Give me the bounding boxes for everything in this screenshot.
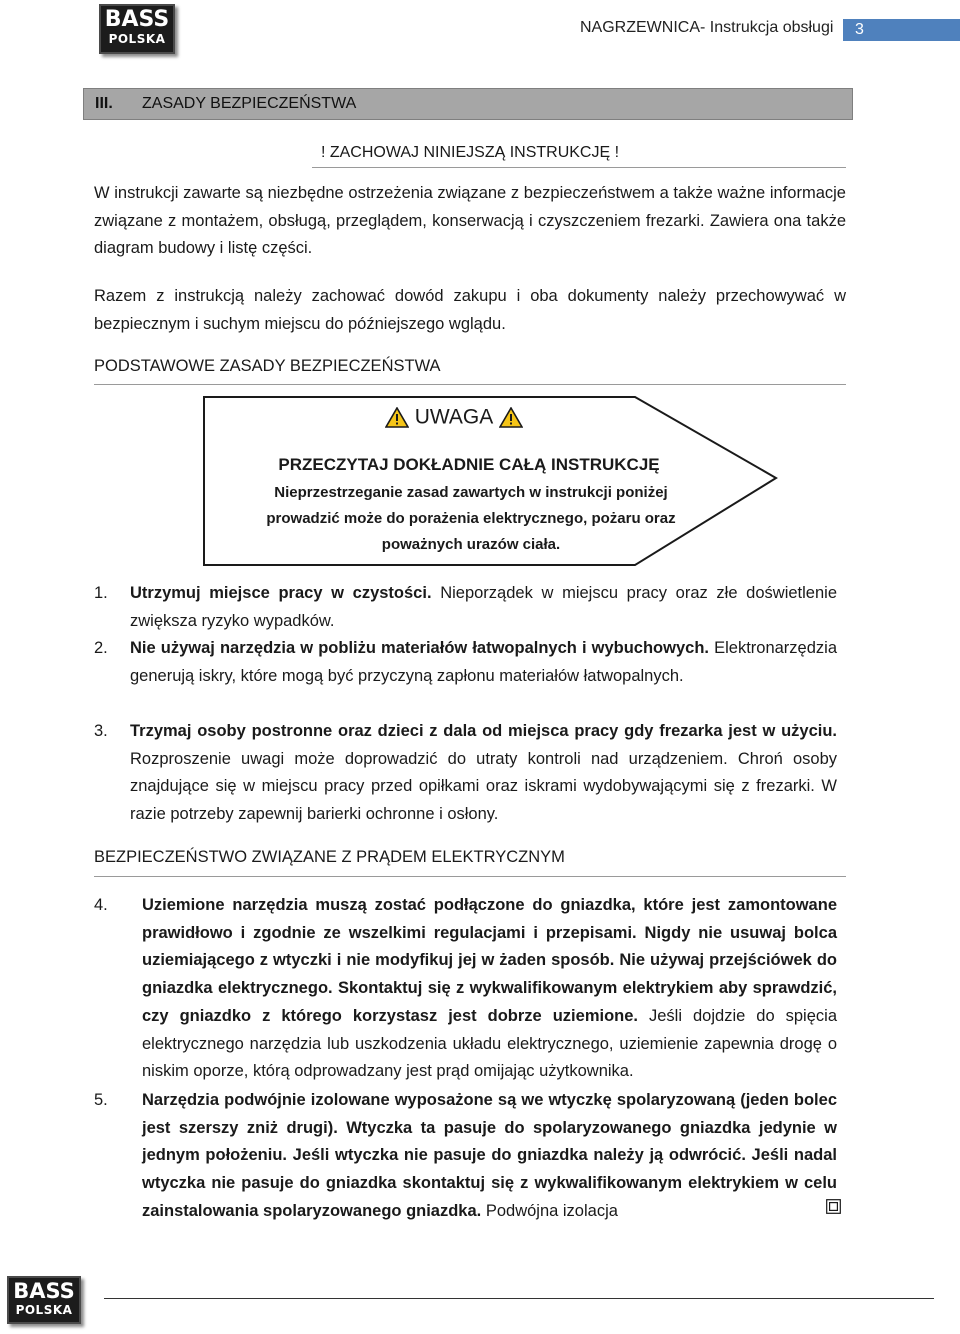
double-insulation-icon — [826, 1199, 841, 1214]
keep-instructions-note: ! ZACHOWAJ NINIEJSZĄ INSTRUKCJĘ ! — [320, 144, 620, 161]
document-title: NAGRZEWNICA- Instrukcja obsługi — [580, 19, 834, 36]
page-number-badge — [843, 19, 960, 41]
page-number: 3 — [855, 21, 864, 38]
warning-triangle-icon — [499, 407, 523, 428]
divider — [94, 384, 846, 385]
storage-paragraph: Razem z instrukcją należy zachować dowód zakupu i oba dokumenty należy przechowywać w bezpiecznym i suchym miejscu do późniejszego wglądu. — [94, 287, 846, 333]
warning-triangle-icon — [385, 407, 409, 428]
divider — [94, 876, 846, 877]
warning-body: Nieprzestrzeganie zasad zawartych w instrukcji poniżej prowadzić może do porażenia elektrycznego, pożaru oraz poważnych urazów ciała. — [266, 484, 676, 553]
section-header-bar — [83, 88, 853, 120]
divider — [312, 167, 846, 168]
section-title: ZASADY BEZPIECZEŃSTWA — [142, 95, 357, 112]
brand-logo: BASS POLSKA — [99, 4, 175, 54]
warning-title: UWAGA — [414, 405, 494, 429]
footer-divider — [104, 1298, 934, 1299]
intro-paragraph: W instrukcji zawarte są niezbędne ostrzeżenia związane z bezpieczeństwem a także ważne informacje związane z montażem, obsługą, przeglądem, konserwacją i czyszczeniem frezarki. Zawiera ona także diagram budowy i listę części. — [94, 184, 846, 257]
section-number: III. — [95, 95, 113, 112]
warning-heading: PRZECZYTAJ DOKŁADNIE CAŁĄ INSTRUKCJĘ — [278, 455, 660, 474]
warning-title-row — [204, 405, 704, 429]
footer-brand-logo: BASS POLSKA — [7, 1276, 81, 1324]
basic-rules-heading: PODSTAWOWE ZASADY BEZPIECZEŃSTWA — [94, 357, 441, 375]
electric-safety-heading: BEZPIECZEŃSTWO ZWIĄZANE Z PRĄDEM ELEKTRYCZNYM — [94, 848, 565, 866]
